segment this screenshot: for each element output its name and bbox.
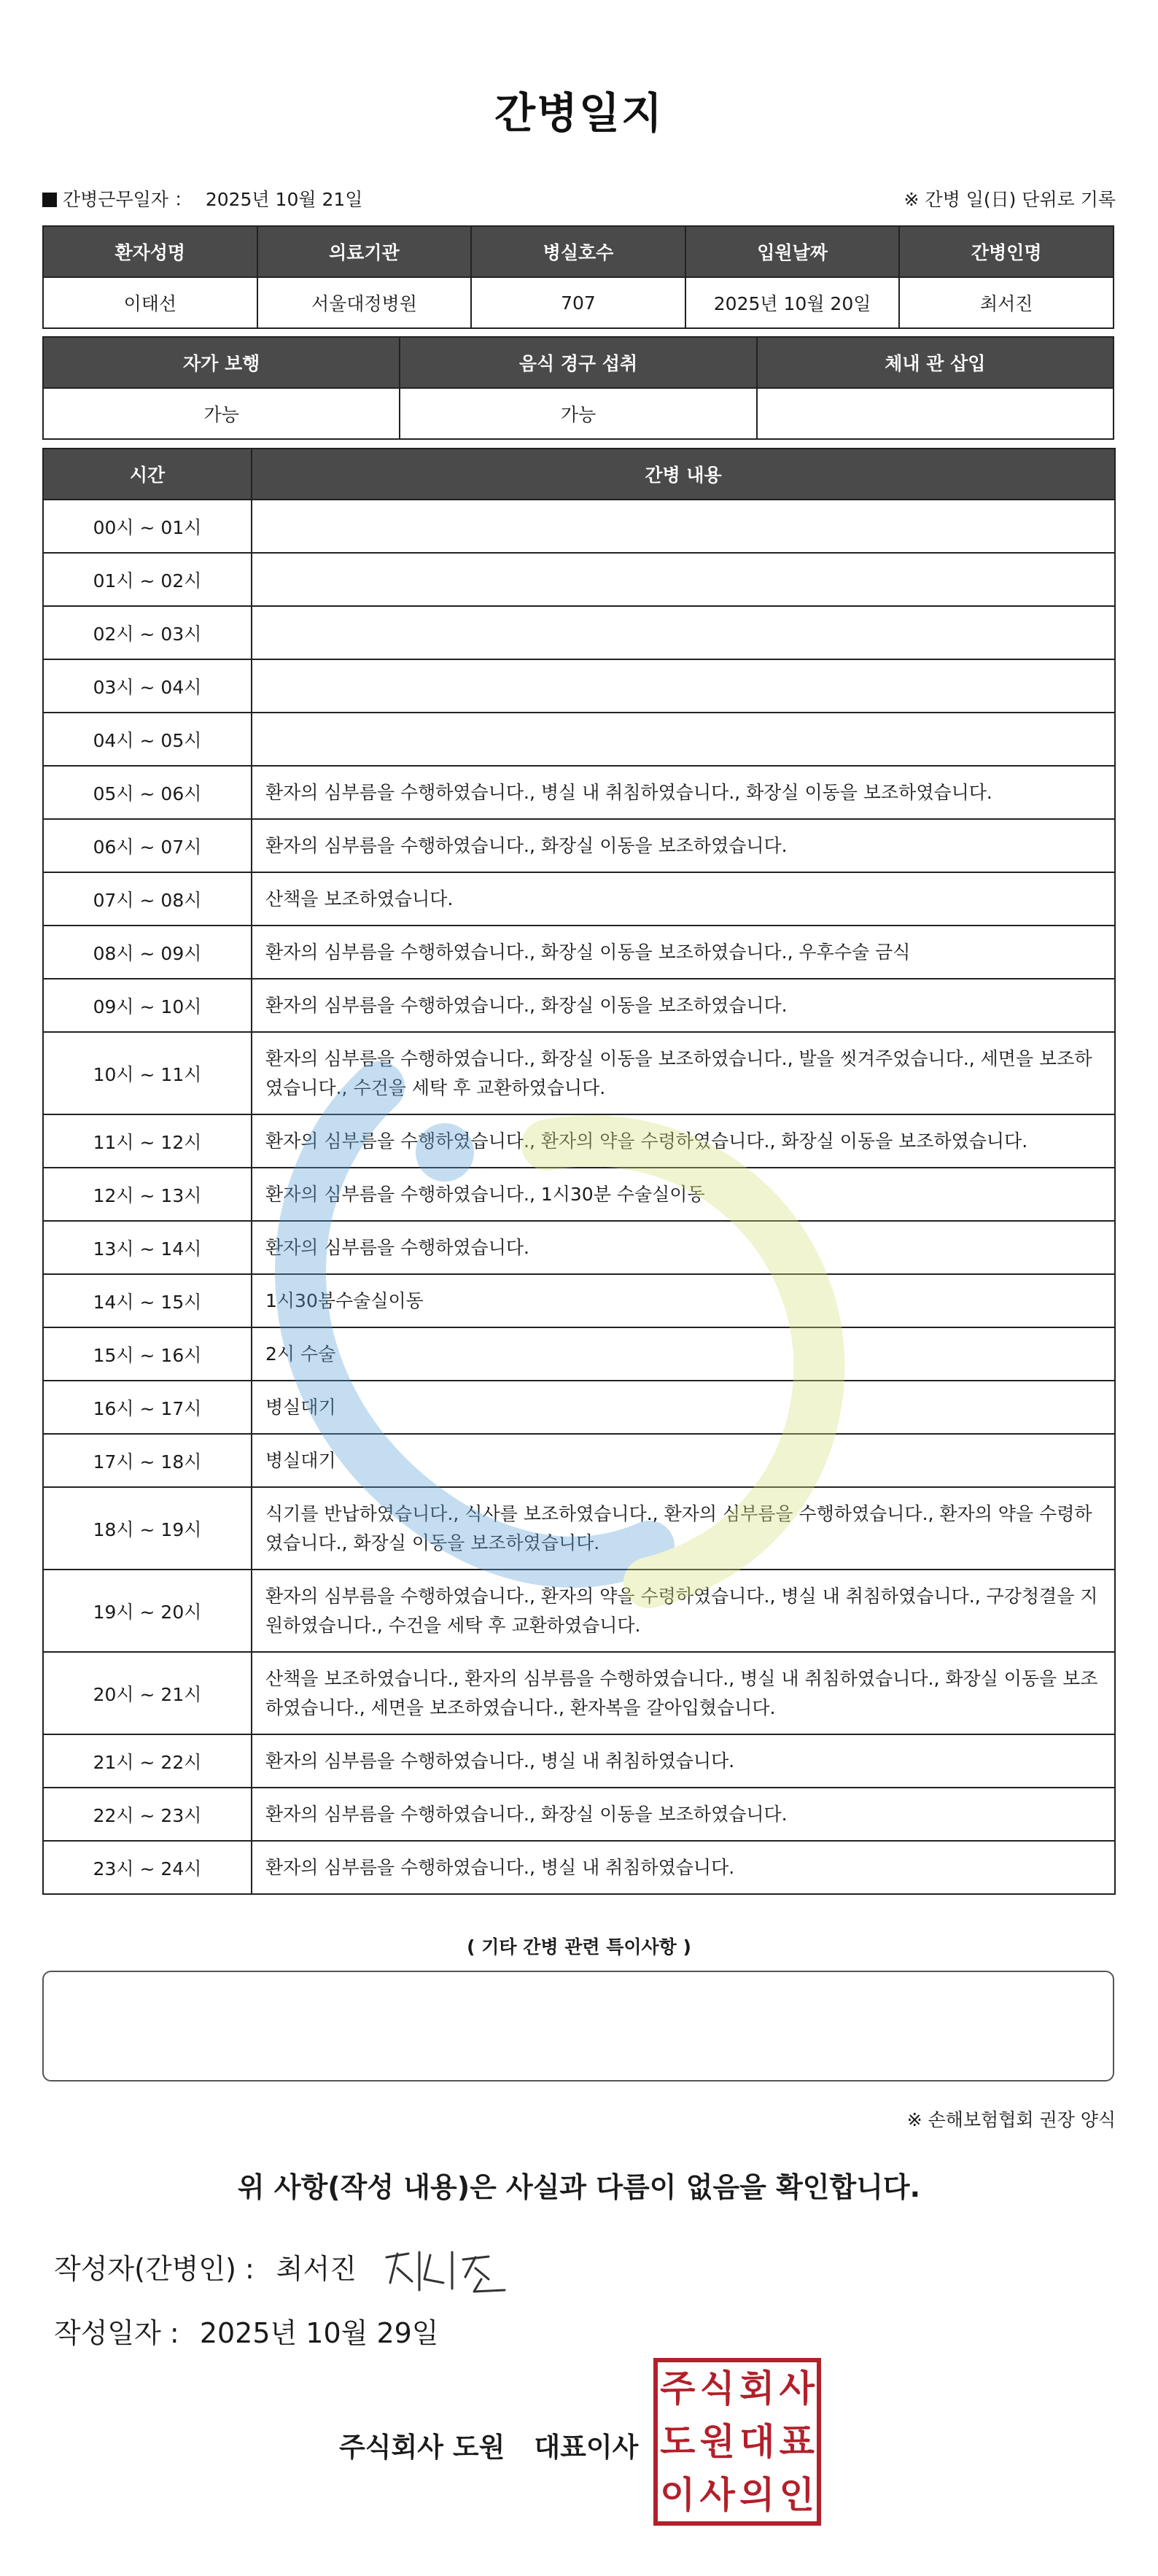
table-row — [43, 979, 1115, 1032]
time-slot: 08시 ~ 09시 — [43, 926, 252, 979]
header-room: 병실호수 — [471, 226, 685, 277]
time-slot: 14시 ~ 15시 — [43, 1274, 252, 1327]
care-content: 병실대기 — [252, 1381, 1115, 1434]
patient-status-table — [42, 336, 1114, 440]
header-patient-name: 환자성명 — [43, 226, 257, 277]
extra-notes-title: ( 기타 간병 관련 특이사항 ) — [467, 1936, 691, 1958]
time-slot: 16시 ~ 17시 — [43, 1381, 252, 1434]
table-row — [43, 1327, 1115, 1381]
care-log-header-row — [43, 449, 1115, 500]
header-oral-intake: 음식 경구 섭취 — [400, 337, 756, 388]
care-content — [252, 606, 1115, 659]
time-slot: 23시 ~ 24시 — [43, 1841, 252, 1894]
time-slot: 06시 ~ 07시 — [43, 819, 252, 872]
table-row — [43, 1734, 1115, 1788]
time-slot: 05시 ~ 06시 — [43, 766, 252, 819]
time-slot: 17시 ~ 18시 — [43, 1434, 252, 1487]
table-row — [43, 1570, 1115, 1652]
care-content: 식기를 반납하였습니다., 식사를 보조하였습니다., 환자의 심부름을 수행하였습니다., 환자의 약을 수령하였습니다., 화장실 이동을 보조하였습니다. — [252, 1487, 1115, 1570]
seal-char: 원 — [699, 2420, 735, 2463]
seal-char: 사 — [699, 2473, 735, 2516]
writer-line — [54, 2246, 357, 2286]
header-tube-insertion: 체내 관 삽입 — [757, 337, 1114, 388]
care-log-body — [43, 500, 1115, 1894]
table-row — [43, 500, 1115, 553]
written-date-label: 작성일자 : — [54, 2317, 179, 2349]
table-row — [43, 926, 1115, 979]
admission-date: 2025년 10월 20일 — [685, 277, 900, 328]
time-slot: 13시 ~ 14시 — [43, 1221, 252, 1274]
time-slot: 11시 ~ 12시 — [43, 1114, 252, 1168]
table-row — [43, 819, 1115, 872]
time-slot: 20시 ~ 21시 — [43, 1652, 252, 1734]
care-content — [252, 713, 1115, 766]
unit-note: ※ 간병 일(日) 단위로 기록 — [904, 189, 1116, 210]
care-content: 환자의 심부름을 수행하였습니다., 1시30분 수술실이동 — [252, 1168, 1115, 1221]
seal-char: 의 — [739, 2473, 775, 2516]
table-row — [43, 766, 1115, 819]
seal-char: 인 — [779, 2473, 815, 2516]
extra-notes-box — [42, 1971, 1114, 2082]
care-content: 환자의 심부름을 수행하였습니다., 화장실 이동을 보조하였습니다. — [252, 979, 1115, 1032]
care-content: 환자의 심부름을 수행하였습니다., 화장실 이동을 보조하였습니다. — [252, 819, 1115, 872]
company-rep-title: 대표이사 — [534, 2432, 639, 2463]
table-row — [43, 1652, 1115, 1734]
care-content — [252, 553, 1115, 606]
table-row — [43, 1381, 1115, 1434]
patient-name: 이태선 — [43, 277, 257, 328]
patient-info-header-row — [43, 226, 1114, 277]
time-slot: 03시 ~ 04시 — [43, 659, 252, 713]
care-content — [252, 500, 1115, 553]
care-content: 2시 수술 — [252, 1327, 1115, 1381]
time-slot: 21시 ~ 22시 — [43, 1734, 252, 1788]
seal-char: 도 — [660, 2420, 696, 2463]
care-content: 환자의 심부름을 수행하였습니다., 병실 내 취침하였습니다., 화장실 이동을 보조하였습니다. — [252, 766, 1115, 819]
table-row — [43, 1788, 1115, 1841]
header-hospital: 의료기관 — [257, 226, 472, 277]
seal-char: 표 — [779, 2420, 815, 2463]
table-row — [43, 659, 1115, 713]
table-row — [43, 1841, 1115, 1894]
seal-char: 대 — [739, 2420, 775, 2463]
care-content: 환자의 심부름을 수행하였습니다., 병실 내 취침하였습니다. — [252, 1734, 1115, 1788]
tube-insertion-status — [757, 388, 1114, 439]
seal-char: 회 — [739, 2367, 775, 2410]
caregiver-name: 최서진 — [899, 277, 1114, 328]
time-slot: 07시 ~ 08시 — [43, 872, 252, 926]
care-content: 산책을 보조하였습니다., 환자의 심부름을 수행하였습니다., 병실 내 취침하였습니다., 화장실 이동을 보조하였습니다., 세면을 보조하였습니다., 환자복을 갈아입혔습니다. — [252, 1652, 1115, 1734]
time-slot: 22시 ~ 23시 — [43, 1788, 252, 1841]
header-time: 시간 — [43, 449, 252, 500]
care-content: 환자의 심부름을 수행하였습니다., 화장실 이동을 보조하였습니다., 발을 씻겨주었습니다., 세면을 보조하였습니다., 수건을 세탁 후 교환하였습니다. — [252, 1032, 1115, 1114]
time-slot: 18시 ~ 19시 — [43, 1487, 252, 1570]
written-date-line — [54, 2311, 439, 2351]
care-content: 환자의 심부름을 수행하였습니다., 환자의 약을 수령하였습니다., 병실 내 취침하였습니다., 구강청결을 지원하였습니다., 수건을 세탁 후 교환하였습니다. — [252, 1570, 1115, 1652]
table-row — [43, 553, 1115, 606]
status-value-row — [43, 388, 1114, 439]
care-content: 환자의 심부름을 수행하였습니다., 화장실 이동을 보조하였습니다., 우후수술 금식 — [252, 926, 1115, 979]
time-slot: 10시 ~ 11시 — [43, 1032, 252, 1114]
room-number: 707 — [471, 277, 685, 328]
care-content: 환자의 심부름을 수행하였습니다. — [252, 1221, 1115, 1274]
care-content: 산책을 보조하였습니다. — [252, 872, 1115, 926]
table-row — [43, 606, 1115, 659]
table-row — [43, 713, 1115, 766]
care-content: 환자의 심부름을 수행하였습니다., 환자의 약을 수령하였습니다., 화장실 이동을 보조하였습니다. — [252, 1114, 1115, 1168]
company-seal-icon — [653, 2358, 821, 2526]
seal-char: 주 — [660, 2367, 696, 2410]
company-name: 주식회사 도원 — [339, 2432, 505, 2463]
company-line — [339, 2425, 638, 2464]
oral-intake-status: 가능 — [400, 388, 756, 439]
document-title: 간병일지 — [494, 88, 664, 138]
table-row — [43, 1487, 1115, 1570]
status-header-row — [43, 337, 1114, 388]
time-slot: 01시 ~ 02시 — [43, 553, 252, 606]
table-row — [43, 1032, 1115, 1114]
insurance-association-note: ※ 손해보험협회 권장 양식 — [906, 2109, 1116, 2130]
header-caregiver: 간병인명 — [899, 226, 1114, 277]
table-row — [43, 1168, 1115, 1221]
writer-name: 최서진 — [276, 2253, 357, 2285]
seal-char: 식 — [699, 2367, 735, 2410]
work-date-label: 간병근무일자 ： — [63, 189, 193, 210]
time-slot: 09시 ~ 10시 — [43, 979, 252, 1032]
work-date-value: 2025년 10월 21일 — [205, 189, 363, 210]
care-content: 환자의 심부름을 수행하였습니다., 화장실 이동을 보조하였습니다. — [252, 1788, 1115, 1841]
table-row — [43, 1434, 1115, 1487]
confirmation-statement: 위 사항(작성 내용)은 사실과 다름이 없음을 확인합니다. — [237, 2171, 921, 2203]
care-log-table — [42, 448, 1116, 1895]
patient-info-table — [42, 225, 1114, 329]
written-date-value: 2025년 10월 29일 — [199, 2317, 439, 2349]
header-admission-date: 입원날짜 — [685, 226, 900, 277]
care-content: 1시30붐수술실이동 — [252, 1274, 1115, 1327]
writer-label: 작성자(간병인) : — [54, 2253, 254, 2285]
seal-char: 이 — [660, 2473, 696, 2516]
work-date-line — [42, 185, 362, 212]
table-row — [43, 1274, 1115, 1327]
care-content: 병실대기 — [252, 1434, 1115, 1487]
hospital-name: 서울대정병원 — [257, 277, 472, 328]
time-slot: 00시 ~ 01시 — [43, 500, 252, 553]
table-row — [43, 1221, 1115, 1274]
header-care-content: 간병 내용 — [252, 449, 1115, 500]
patient-info-value-row — [43, 277, 1114, 328]
table-row — [43, 1114, 1115, 1168]
time-slot: 02시 ~ 03시 — [43, 606, 252, 659]
care-content: 환자의 심부름을 수행하였습니다., 병실 내 취침하였습니다. — [252, 1841, 1115, 1894]
square-bullet-icon — [42, 193, 57, 207]
handwritten-signature-icon — [379, 2239, 510, 2297]
time-slot: 19시 ~ 20시 — [43, 1570, 252, 1652]
seal-char: 사 — [779, 2367, 815, 2410]
time-slot: 04시 ~ 05시 — [43, 713, 252, 766]
header-walking: 자가 보행 — [43, 337, 400, 388]
time-slot: 12시 ~ 13시 — [43, 1168, 252, 1221]
table-row — [43, 872, 1115, 926]
time-slot: 15시 ~ 16시 — [43, 1327, 252, 1381]
care-content — [252, 659, 1115, 713]
walking-status: 가능 — [43, 388, 400, 439]
